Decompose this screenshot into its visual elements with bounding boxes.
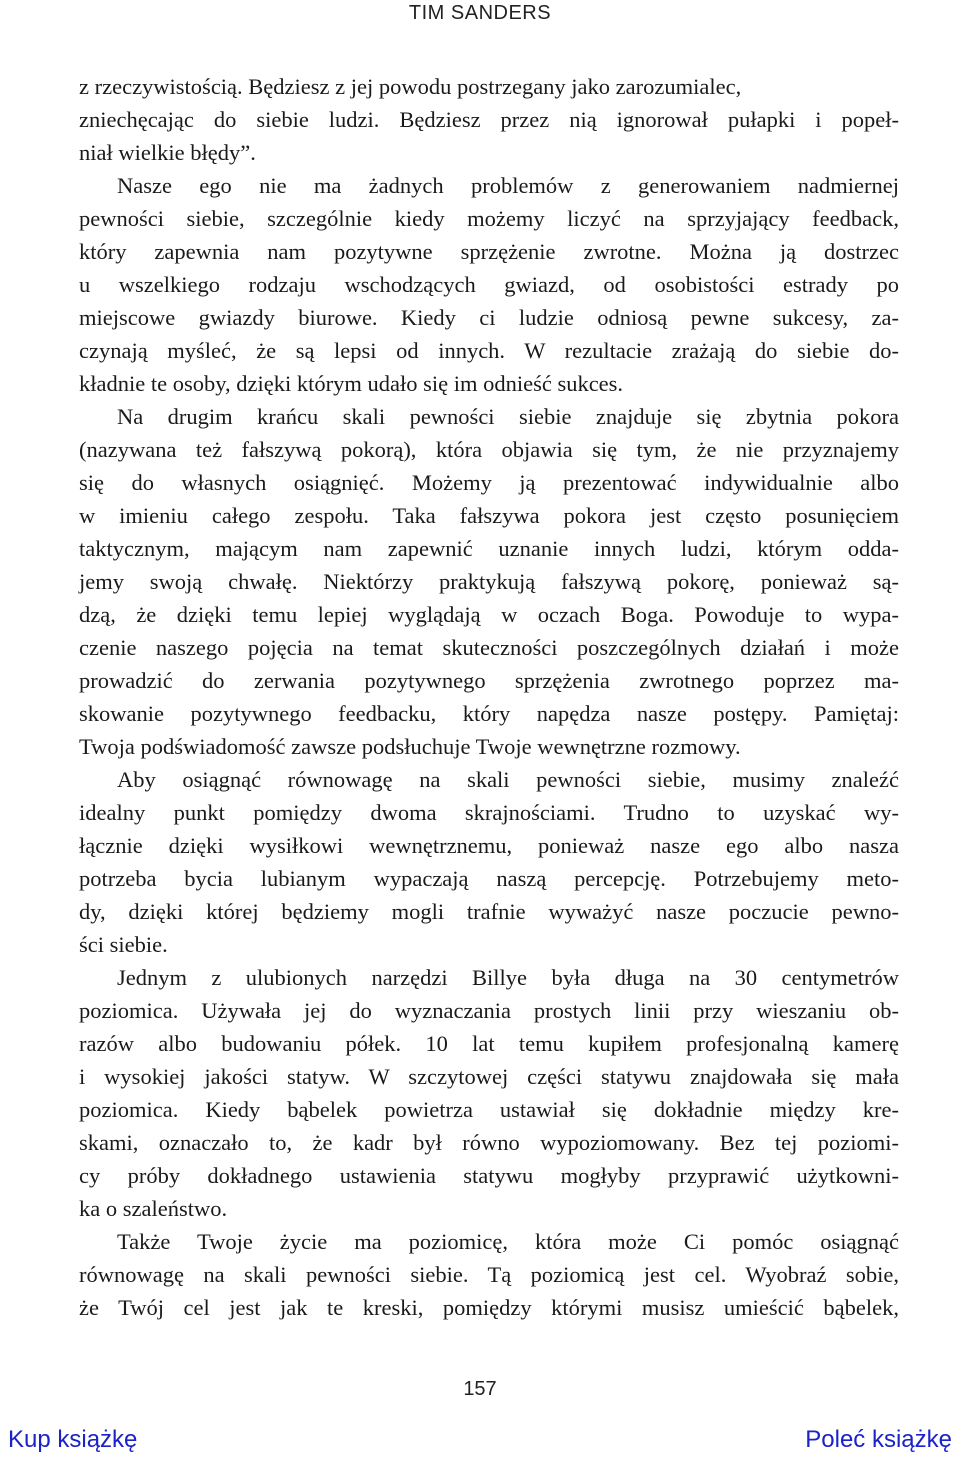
text-line: u wszelkiego rodzaju wschodzących gwiazd, od osobistości estrady po [79, 272, 899, 297]
text-line: poziomica. Kiedy bąbelek powietrza ustawiał się dokładnie między kre- [79, 1097, 899, 1122]
text-line: zniechęcając do siebie ludzi. Będziesz przez nią ignorował pułapki i popeł- [79, 107, 899, 132]
text-line: Twoja podświadomość zawsze podsłuchuje Twoje wewnętrzne rozmowy. [79, 734, 741, 759]
book-page-text [79, 70, 899, 1324]
page-number: 157 [463, 1378, 497, 1400]
text-line: taktycznym, mającym nam zapewnić uznanie innych ludzi, którym odda- [79, 536, 899, 561]
text-line: kładnie te osoby, dzięki którym udało się im odnieść sukces. [79, 371, 624, 396]
paragraph-first-line: Na drugim krańcu skali pewności siebie znajduje się zbytnia pokora [117, 404, 899, 429]
text-line: skami, oznaczało to, że kadr był równo wypoziomowany. Bez tej poziomi- [79, 1130, 899, 1155]
text-line: łącznie dzięki wysiłkowi wewnętrznemu, ponieważ nasze ego albo nasza [79, 833, 899, 858]
buy-book-link[interactable]: Kup książkę [8, 1426, 138, 1453]
text-line: dzą, że dzięki temu lepiej wyglądają w oczach Boga. Powoduje to wypa- [79, 602, 899, 627]
text-line: czynają myśleć, że są lepsi od innych. W rezultacie zrażają do siebie do- [79, 338, 899, 363]
text-line: i wysokiej jakości statyw. W szczytowej części statywu znajdowała się mała [79, 1064, 899, 1089]
paragraph-first-line: Nasze ego nie ma żadnych problemów z generowaniem nadmiernej [117, 173, 899, 198]
paragraph-first-line: Także Twoje życie ma poziomicę, która może Ci pomóc osiągnąć [117, 1229, 899, 1254]
text-line: potrzeba bycia lubianym wypaczają naszą percepcję. Potrzebujemy meto- [79, 866, 899, 891]
text-line: jemy swoją chwałę. Niektórzy praktykują fałszywą pokorę, ponieważ są- [79, 569, 899, 594]
text-line: poziomica. Używała jej do wyznaczania prostych linii przy wieszaniu ob- [79, 998, 899, 1023]
text-line: idealny punkt pomiędzy dwoma skrajnościami. Trudno to uzyskać wy- [79, 800, 899, 825]
text-line: miejscowe gwiazdy biurowe. Kiedy ci ludzie odniosą pewne sukcesy, za- [79, 305, 899, 330]
text-line: (nazywana też fałszywą pokorą), która objawia się tym, że nie przyznajemy [79, 437, 899, 462]
text-line: który zapewnia nam pozytywne sprzężenie zwrotne. Można ją dostrzec [79, 239, 899, 264]
text-line: ści siebie. [79, 932, 168, 957]
text-line: prowadzić do zerwania pozytywnego sprzężenia zwrotnego poprzez ma- [79, 668, 899, 693]
recommend-book-link[interactable]: Poleć książkę [805, 1426, 952, 1453]
paragraph-first-line: Aby osiągnąć równowagę na skali pewności siebie, musimy znaleźć [117, 767, 899, 792]
text-line: się do własnych osiągnięć. Możemy ją prezentować indywidualnie albo [79, 470, 899, 495]
text-line: niał wielkie błędy”. [79, 140, 256, 165]
text-line: z rzeczywistością. Będziesz z jej powodu postrzegany jako zarozumialec, [79, 74, 742, 99]
text-line: dy, dzięki której będziemy mogli trafnie wyważyć nasze poczucie pewno- [79, 899, 899, 924]
paragraph-first-line: Jednym z ulubionych narzędzi Billye była długa na 30 centymetrów [117, 965, 899, 990]
text-line: równowagę na skali pewności siebie. Tą poziomicą jest cel. Wyobraź sobie, [79, 1262, 899, 1287]
text-line: razów albo budowaniu półek. 10 lat temu kupiłem profesjonalną kamerę [79, 1031, 899, 1056]
running-head-author: TIM SANDERS [408, 2, 552, 24]
text-line: w imieniu całego zespołu. Taka fałszywa pokora jest często posunięciem [79, 503, 899, 528]
text-line: czenie naszego pojęcia na temat skuteczności poszczególnych działań i może [79, 635, 899, 660]
text-line: ka o szaleństwo. [79, 1196, 228, 1221]
text-line: cy próby dokładnego ustawienia statywu mogłyby przyprawić użytkowni- [79, 1163, 899, 1188]
text-line: pewności siebie, szczególnie kiedy możemy liczyć na sprzyjający feedback, [79, 206, 899, 231]
text-line: skowanie pozytywnego feedbacku, który napędza nasze postępy. Pamiętaj: [79, 701, 899, 726]
text-line: że Twój cel jest jak te kreski, pomiędzy którymi musisz umieścić bąbelek, [79, 1295, 899, 1320]
